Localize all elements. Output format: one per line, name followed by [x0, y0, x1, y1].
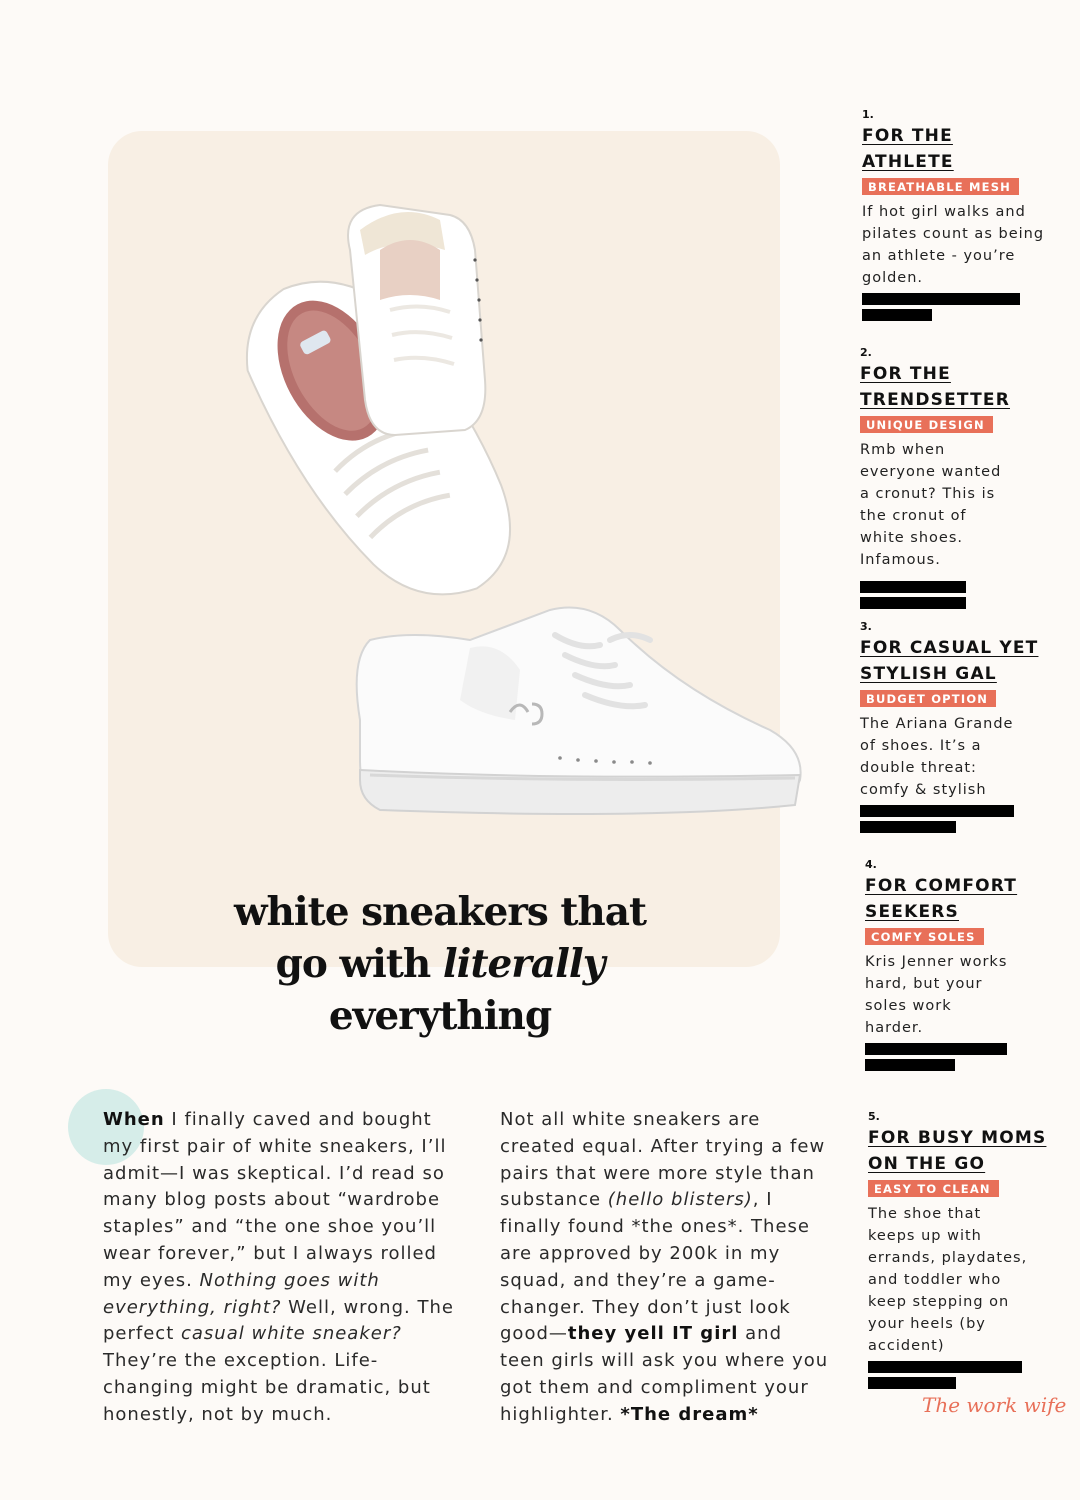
redacted-link [862, 293, 1020, 305]
pick-description: The Ariana Grande of shoes. It’s a double threat: comfy & stylish [860, 716, 1014, 798]
pick-title-line-1: FOR THE [860, 364, 951, 384]
pick-3 [860, 620, 1050, 833]
right-italic-1: (hello blisters) [607, 1189, 753, 1211]
pick-title-line-1: FOR THE [862, 126, 953, 146]
intro-text-2: Well, wrong. The perfect [103, 1296, 454, 1345]
pick-number: 5. [868, 1110, 880, 1123]
redacted-link [860, 805, 1014, 817]
page-title [230, 886, 650, 1042]
redacted-link [865, 1059, 955, 1071]
pick-description: Kris Jenner works hard, but your soles work harder. [865, 954, 1008, 1036]
pick-description: The shoe that keeps up with errands, playdates, and toddler who keep stepping on your heels (by accident) [868, 1206, 1028, 1354]
intro-paragraph-right [500, 1107, 830, 1429]
redacted-link [865, 1043, 1007, 1055]
brand-logo [918, 1372, 1067, 1444]
title-line-2 [230, 938, 650, 990]
right-text-1: Not all white sneakers are created equal. After trying a few pairs that were more style than substance [500, 1109, 826, 1211]
pick-5 [868, 1110, 1048, 1389]
redacted-link [860, 597, 966, 609]
title-line-2-prefix: go with [275, 941, 443, 987]
redacted-link [860, 821, 956, 833]
intro-italic-2: casual white sneaker? [181, 1323, 402, 1345]
pick-2 [860, 346, 1040, 609]
pick-title-link[interactable] [868, 1125, 1048, 1177]
pick-title-line-1: FOR CASUAL YET [860, 638, 1039, 658]
pick-number: 4. [865, 858, 877, 871]
pick-title-line-2: ON THE GO [868, 1154, 986, 1174]
pick-title-line-1: FOR BUSY MOMS [868, 1128, 1047, 1148]
pick-title-link[interactable] [860, 635, 1050, 687]
title-line-1: white sneakers that [233, 889, 647, 935]
pick-description: Rmb when everyone wanted a cronut? This is the cronut of white shoes. Infamous. [860, 442, 1002, 568]
pick-number: 1. [862, 108, 874, 121]
redacted-link [860, 581, 966, 593]
feature-tag: BREATHABLE MESH [862, 178, 1019, 195]
right-bold-1: they yell IT girl [567, 1323, 739, 1345]
brand-logo-text: The work wife [922, 1393, 1067, 1417]
pick-title-line-1: FOR COMFORT [865, 876, 1018, 896]
pick-1 [862, 108, 1052, 321]
pick-title-line-2: TRENDSETTER [860, 390, 1010, 410]
pick-4 [865, 858, 1045, 1071]
feature-tag: BUDGET OPTION [860, 690, 996, 707]
intro-text-3: They’re the exception. Life-changing might be dramatic, but honestly, not by much. [103, 1350, 431, 1425]
pick-title-link[interactable] [862, 123, 1052, 175]
pick-title-line-2: STYLISH GAL [860, 664, 997, 684]
intro-paragraph-left [103, 1107, 455, 1429]
sneaker-main-icon [357, 608, 801, 815]
right-bold-2: *The dream* [620, 1403, 759, 1425]
pick-description: If hot girl walks and pilates count as being an athlete - you’re golden. [862, 204, 1045, 286]
right-text-2: , I finally found *the ones*. These are approved by 200k in my squad, and they’re a game-changer. They don’t just look good— [500, 1189, 810, 1345]
pick-title-link[interactable] [860, 361, 1040, 413]
pick-title-line-2: ATHLETE [862, 152, 954, 172]
intro-drop-word: When [103, 1109, 165, 1130]
feature-tag: EASY TO CLEAN [868, 1180, 999, 1197]
title-line-3: everything [328, 993, 552, 1039]
redacted-link [862, 309, 932, 321]
sneaker-right-icon [348, 205, 485, 435]
pick-number: 2. [860, 346, 872, 359]
intro-text-1: I finally caved and bought my first pair of white sneakers, I’ll admit—I was skeptical. I’d read so many blog posts about “wardrobe staples” and “the one shoe you’ll wear forever,” but I always rolled my eyes. [103, 1109, 447, 1291]
pick-number: 3. [860, 620, 872, 633]
title-emphasis: literally [442, 941, 605, 987]
feature-tag: COMFY SOLES [865, 928, 984, 945]
intro-italic-1: Nothing goes with everything, right? [103, 1269, 380, 1318]
right-text-3: and teen girls will ask you where you got them and compliment your highlighter. [500, 1323, 829, 1425]
pick-title-link[interactable] [865, 873, 1045, 925]
pick-title-line-2: SEEKERS [865, 902, 959, 922]
white-sneakers-image [220, 200, 820, 840]
feature-tag: UNIQUE DESIGN [860, 416, 993, 433]
